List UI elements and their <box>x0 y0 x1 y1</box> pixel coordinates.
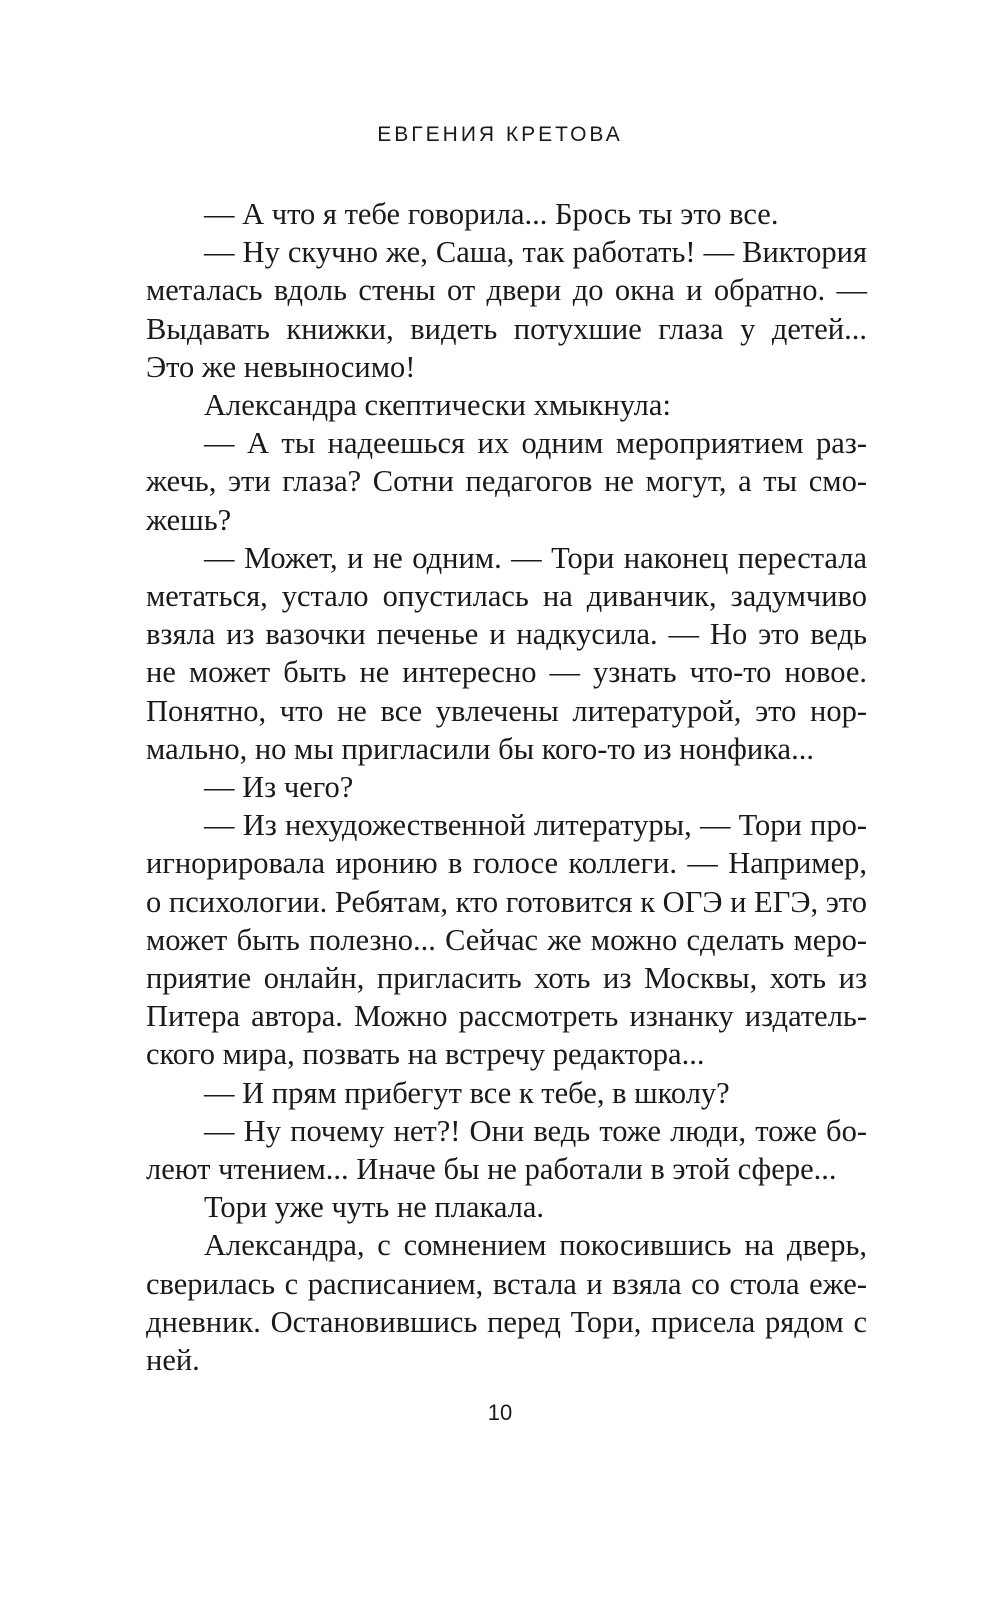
paragraph: — Ну почему нет?! Они ведь тоже люди, тоже болеют чтением... Иначе бы не работали в этой сфере... <box>146 1113 867 1187</box>
paragraph: — Из чего? <box>204 770 354 805</box>
paragraph: — А ты надеешься их одним мероприятием разжечь, эти глаза? Сотни педагогов не могут, а ты сможешь? <box>146 426 867 537</box>
paragraph: — Ну скучно же, Саша, так работать! — Виктория металась вдоль стены от двери до окна и обратно. — Выдавать книжки, видеть потухшие глаза у детей... Это же невыносимо! <box>146 235 867 384</box>
paragraph: — А что я тебе говорила... Брось ты это все. <box>204 197 779 231</box>
paragraph: Тори уже чуть не плакала. <box>204 1190 545 1225</box>
paragraph: — И прям прибегут все к тебе, в школу? <box>204 1075 730 1110</box>
paragraph: — Может, и не одним. — Тори наконец перестала метаться, устало опустилась на диванчик, задумчиво взяла из вазочки печенье и надкусила. — Но это ведь не может быть не интересно — узнать что-то новое. Понятно, что не все увлечены литературой, это нормально, но мы пригласили бы кого-то из нонфика... <box>146 540 867 766</box>
page-number: 10 <box>487 1400 513 1425</box>
body-text <box>146 195 867 1379</box>
paragraph: Александра, с сомнением покосившись на дверь, сверилась с расписанием, встала и взяла со стола ежедневник. Остановившись перед Тори, присела рядом с ней. <box>146 1228 867 1378</box>
paragraph: — Из нехудожественной литературы, — Тори проигнорировала иронию в голосе коллеги. — Например, о психологии. Ребятам, кто готовится к ОГЭ и ЕГЭ, это может быть полезно... Сейчас же можно сделать мероприятие онлайн, пригласить хоть из Москвы, хоть из Питера автора. Можно рассмотреть изнанку издательского мира, позвать на встречу редактора... <box>146 808 867 1072</box>
running-head-author: ЕВГЕНИЯ КРЕТОВА <box>377 123 623 146</box>
paragraph: Александра скептически хмыкнула: <box>204 388 671 423</box>
